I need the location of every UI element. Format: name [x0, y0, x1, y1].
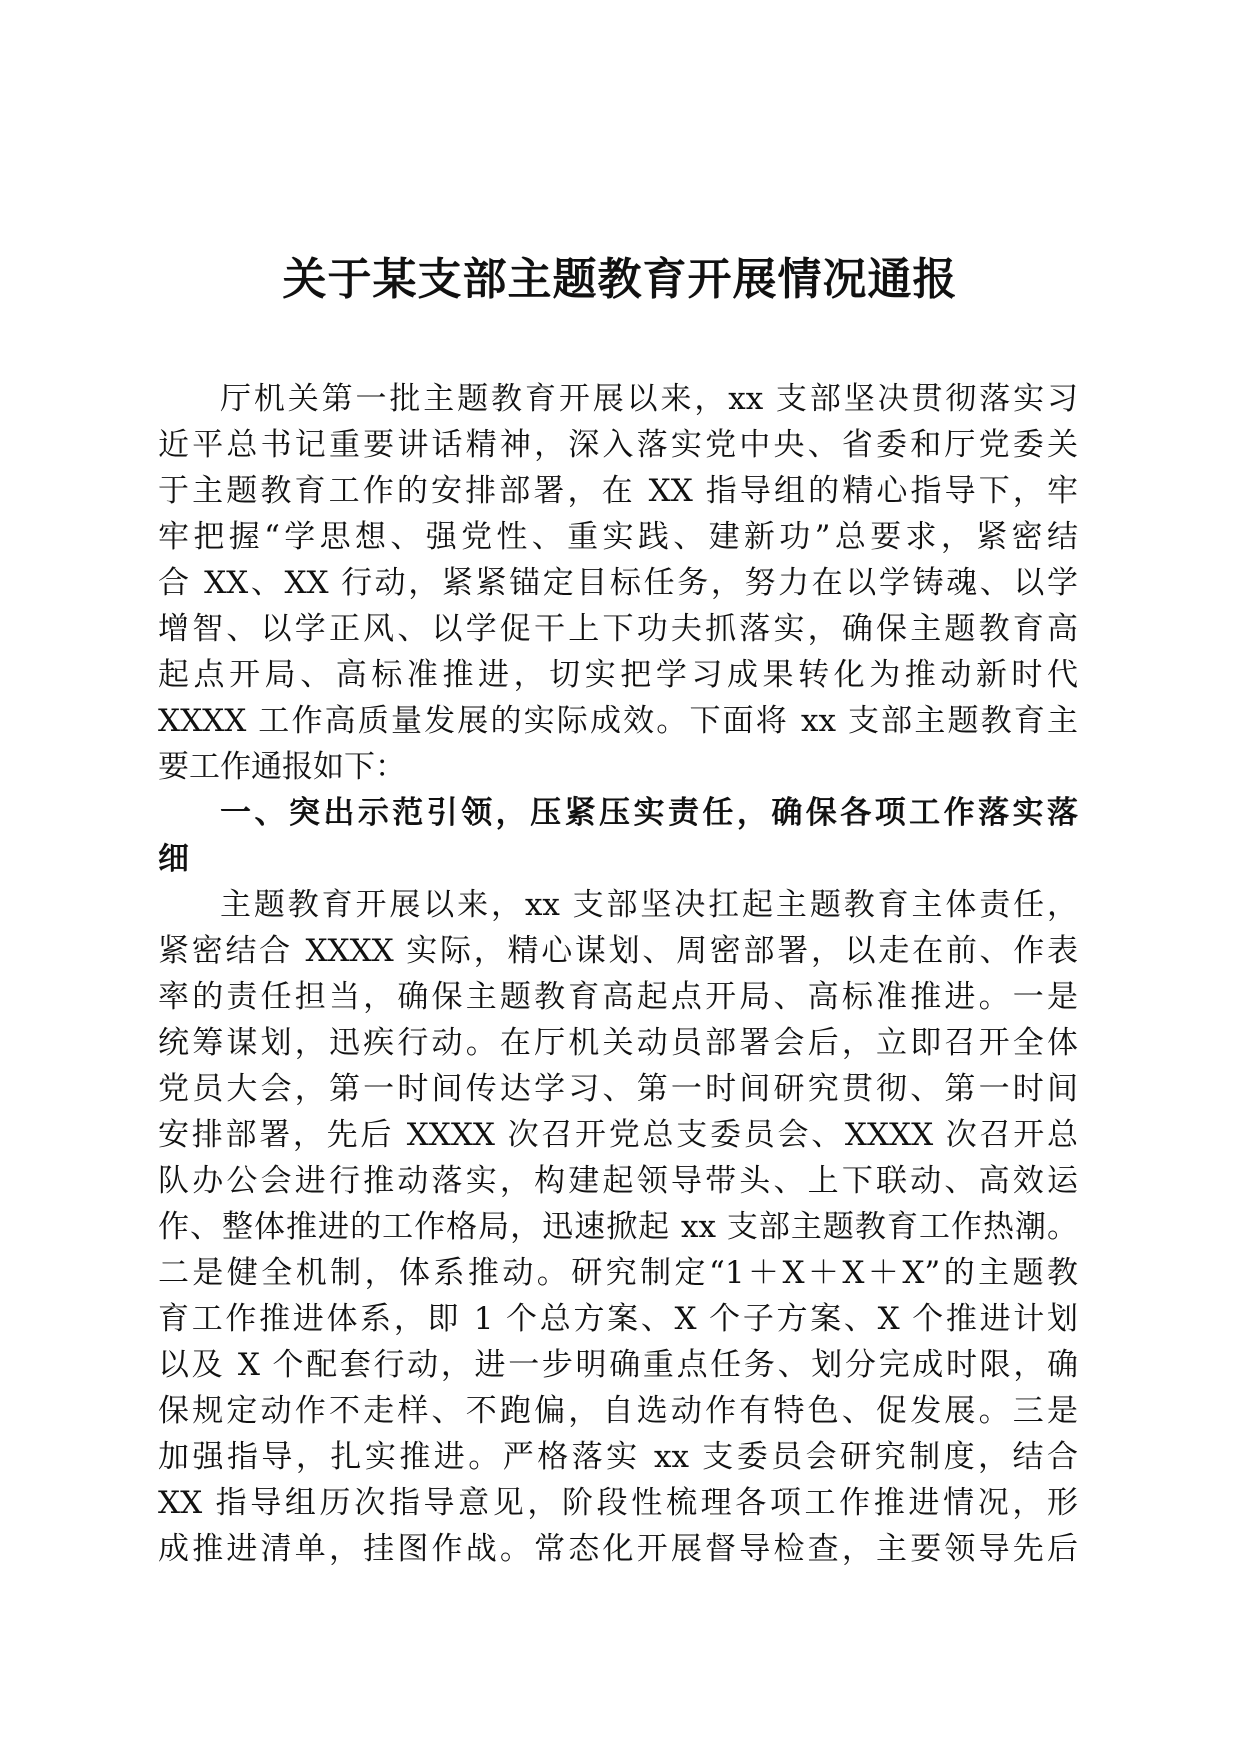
- heading-line: 一、突出示范引领，压紧压实责任，确保各项工作落实落: [220, 795, 1078, 831]
- paragraph-line: 成推进清单，挂图作战。常态化开展督导检查，主要领导先后: [158, 1531, 1078, 1567]
- paragraph-line: 统筹谋划，迅疾行动。在厅机关动员部署会后，立即召开全体: [158, 1025, 1078, 1061]
- paragraph-line: 保规定动作不走样、不跑偏，自选动作有特色、促发展。三是: [158, 1393, 1078, 1429]
- paragraph-line: 党员大会，第一时间传达学习、第一时间研究贯彻、第一时间: [158, 1071, 1078, 1107]
- paragraph-line: 于主题教育工作的安排部署，在 XX 指导组的精心指导下，牢: [158, 473, 1078, 509]
- paragraph-line: 二是健全机制，体系推动。研究制定“1＋X＋X＋X”的主题教: [158, 1255, 1078, 1291]
- paragraph-line: 厅机关第一批主题教育开展以来，xx 支部坚决贯彻落实习: [220, 381, 1078, 417]
- paragraph-line: 队办公会进行推动落实，构建起领导带头、上下联动、高效运: [158, 1163, 1078, 1199]
- paragraph-1: [158, 376, 1078, 790]
- paragraph-line: 主题教育开展以来，xx 支部坚决扛起主题教育主体责任，: [220, 887, 1078, 923]
- paragraph-line: 率的责任担当，确保主题教育高起点开局、高标准推进。一是: [158, 979, 1078, 1015]
- paragraph-line: 以及 X 个配套行动，进一步明确重点任务、划分完成时限，确: [158, 1347, 1078, 1383]
- document-title: 关于某支部主题教育开展情况通报: [282, 254, 958, 305]
- paragraph-line: 起点开局、高标准推进，切实把学习成果转化为推动新时代: [158, 657, 1078, 693]
- paragraph-line: 近平总书记重要讲话精神，深入落实党中央、省委和厅党委关: [158, 427, 1078, 463]
- paragraph-line: 加强指导，扎实推进。严格落实 xx 支委员会研究制度，结合: [158, 1439, 1078, 1475]
- paragraph-line: 合 XX、XX 行动，紧紧锚定目标任务，努力在以学铸魂、以学: [158, 565, 1078, 601]
- paragraph-line: 作、整体推进的工作格局，迅速掀起 xx 支部主题教育工作热潮。: [158, 1209, 1078, 1245]
- paragraph-line: 紧密结合 XXXX 实际，精心谋划、周密部署，以走在前、作表: [158, 933, 1078, 969]
- paragraph-2: [158, 882, 1078, 1572]
- heading-line: 细: [158, 841, 189, 877]
- paragraph-line: XX 指导组历次指导意见，阶段性梳理各项工作推进情况，形: [158, 1485, 1078, 1521]
- section-heading-1: [158, 790, 1078, 882]
- paragraph-line: 要工作通报如下：: [158, 749, 406, 785]
- paragraph-line: XXXX 工作高质量发展的实际成效。下面将 xx 支部主题教育主: [158, 703, 1078, 739]
- paragraph-line: 牢把握“学思想、强党性、重实践、建新功”总要求，紧密结: [158, 519, 1078, 555]
- paragraph-line: 育工作推进体系，即 1 个总方案、X 个子方案、X 个推进计划: [158, 1301, 1078, 1337]
- paragraph-line: 安排部署，先后 XXXX 次召开党总支委员会、XXXX 次召开总: [158, 1117, 1078, 1153]
- paragraph-line: 增智、以学正风、以学促干上下功夫抓落实，确保主题教育高: [158, 611, 1078, 647]
